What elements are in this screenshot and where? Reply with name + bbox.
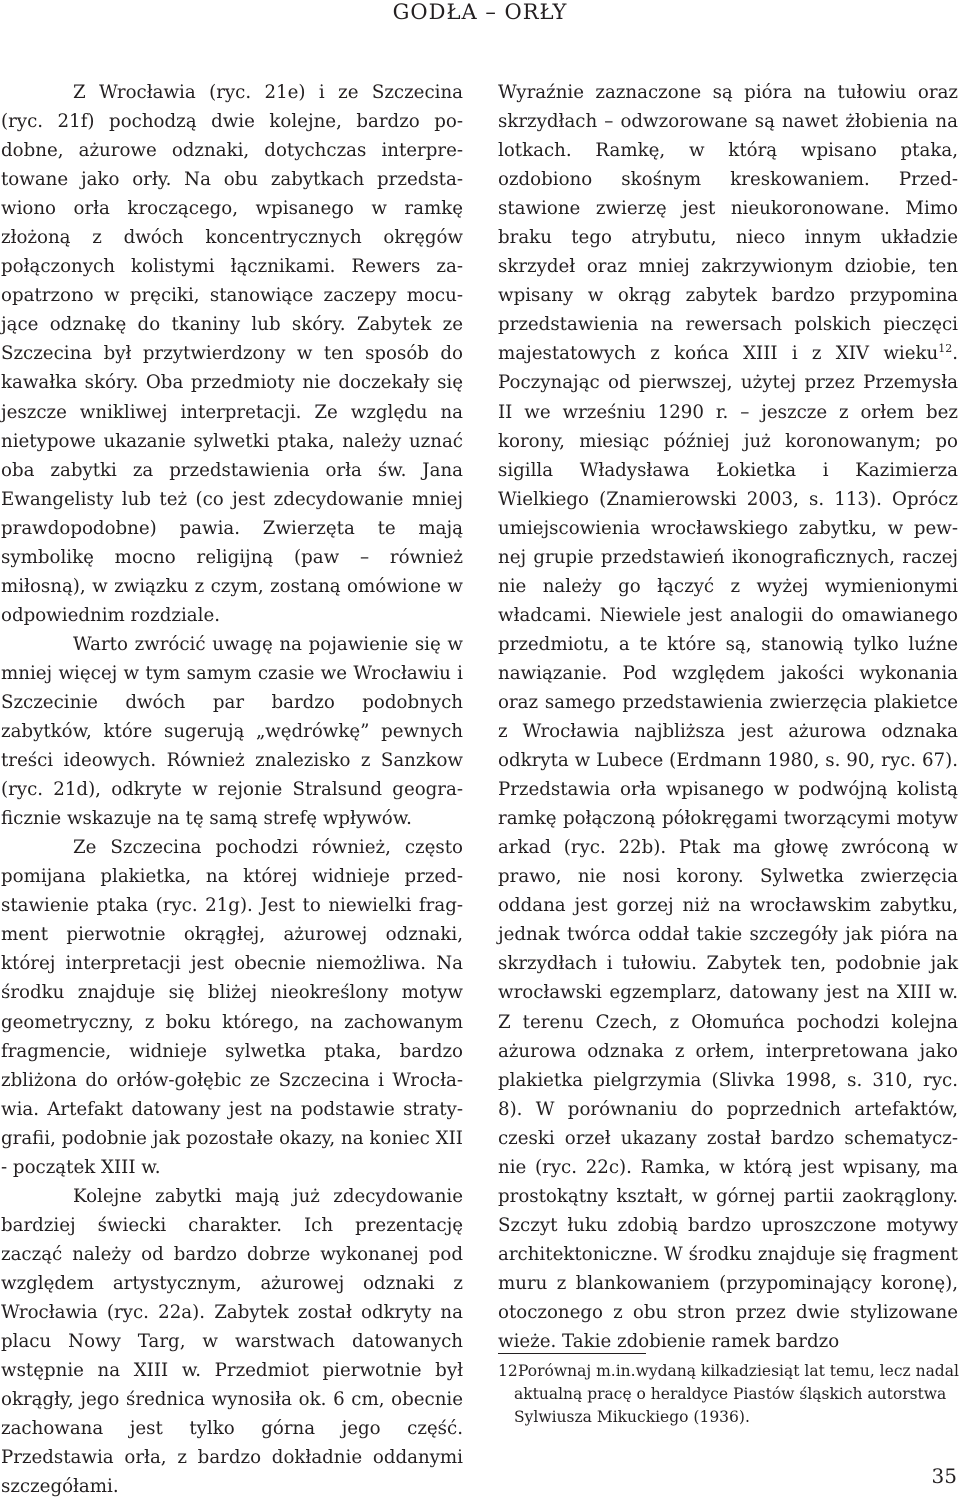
right-text-column	[498, 78, 958, 1356]
left-paragraph-2: Warto zwrócić uwagę na pojawienie się w mniej więcej w tym samym czasie we Wrocławiu i Szczecinie dwóch par bardzo podobnych zabytków, które sugerują „wędrówkę” pewnych treści ideowych. Również znalezisko z Sanzkow (ryc. 21d), odkryte w rejonie Stralsund geograficznie wskazuje na tę samą strefę wpływów.	[1, 633, 463, 830]
footnote-text-content: Porównaj m.in.wydaną kilkadziesiąt lat temu, lecz nadal aktualną pracę o heraldyce Piastów śląskich autorstwa Sylwiusza Mikuckiego (1936).	[514, 1362, 959, 1426]
left-text-column	[1, 78, 463, 1501]
left-paragraph-1: Z Wrocławia (ryc. 21e) i ze Szczecina (ryc. 21f) pochodzą dwie kolejne, bardzo podobne, ażurowe odznaki, dotychczas interpretowane jako orły. Na obu zabytkach przedstawiono orła kroczącego, wpisanego w ramkę złożoną z dwóch koncentrycznych okręgów połączonych kolistymi łącznikami. Rewers zaopatrzono w pręciki, stanowiące zaczepy mocujące odznakę do tkaniny lub skóry. Zabytek ze Szczecina był przytwierdzony w ten sposób do kawałka skóry. Oba przedmioty nie doczekały się jeszcze wnikliwej interpretacji. Ze względu na nietypowe ukazanie sylwetki ptaka, należy uznać oba zabytki za przedstawienia orła św. Jana Ewangelisty lub też (co jest zdecydowanie mniej prawdopodobne) pawia. Zwierzęta te mają symbolikę mocno religijną (paw – również miłosną), w związku z czym, zostaną omówione w odpowiednim rozdziale.	[1, 82, 463, 626]
footnote	[498, 1360, 960, 1429]
footnote-divider	[498, 1353, 646, 1354]
footnote-number: 12	[498, 1362, 518, 1380]
running-title: GODŁA – ORŁY	[392, 0, 568, 24]
right-paragraph-text-b: . Poczynając od pierwszej, użytej przez Przemysła II we wrześniu 1290 r. – jeszcze z orłem bez korony, miesiąc później już koronowanym; po sigilla Władysława Łokietka i Kazimierza Wielkiego (Znamierowski 2003, s. 113). Oprócz umiejscowienia wrocławskiego zabytku, w pewnej grupie przedstawień ikonograficznych, raczej nie należy go łączyć z wyżej wymienionymi władcami. Niewiele jest analogii do omawianego przedmiotu, a te które są, stanowią tylko luźne nawiązanie. Pod względem jakości wykonania oraz samego przedstawienia zwierzęcia plakietce z Wrocławia najbliższa jest ażurowa odznaka odkryta w Lubece (Erdmann 1980, s. 90, ryc. 67). Przedstawia orła wpisanego w podwójną kolistą ramkę połączoną półokręgami tworzącymi motyw arkad (ryc. 22b). Ptak ma głowę zwróconą w prawo, nie nosi korony. Sylwetka zwierzęcia oddana jest gorzej niż na wrocławskim zabytku, jednak twórca oddał takie szczegóły jak pióra na skrzydłach i tułowiu. Zabytek ten, podobnie jak wrocławski egzemplarz, datowany jest na XIII w. Z terenu Czech, z Ołomuńca pochodzi kolejna ażurowa odznaka z orłem, interpretowana jako plakietka pielgrzymia (Slivka 1998, s. 310, ryc. 8). W porównaniu do poprzednich artefaktów, czeski orzeł ukazany został bardzo schematycznie (ryc. 22c). Ramka, w którą jest wpisany, ma prostokątny kształt, w górnej partii zaokrąglony. Szczyt łuku zdobią bardzo uproszczone motywy architektoniczne. W środku znajduje się fragment muru z blankowaniem (przypominający koronę), otoczonego z obu stron przez dwie stylizowane wieże. Takie zdobienie ramek bardzo	[498, 343, 958, 1353]
page-number: 35	[931, 1464, 957, 1488]
footnote-text	[498, 1360, 960, 1429]
footnote-reference[interactable]: 12	[938, 342, 953, 356]
right-paragraph-text-a: Wyraźnie zaznaczone są pióra na tułowiu oraz skrzydłach – odwzorowane są nawet żłobienia na lotkach. Ramkę, w którą wpisano ptaka, ozdobiono skośnym kreskowaniem. Przedstawione zwierzę jest nieukoronowane. Mimo braku tego atrybutu, nieco innym układzie skrzydeł oraz mniej zakrzywionym dziobie, ten wpisany w okrąg zabytek bardzo przypomina przedstawienia na rewersach polskich pieczęci majestatowych z końca XIII i z XIV wieku	[498, 82, 958, 365]
right-paragraph-1	[498, 78, 958, 1356]
left-paragraph-4: Kolejne zabytki mają już zdecydowanie bardziej świecki charakter. Ich prezentację zacząć należy od bardzo dobrze wykonanej pod względem artystycznym, ażurowej odznaki z Wrocławia (ryc. 22a). Zabytek został odkryty na placu Nowy Targ, w warstwach datowanych wstępnie na XIII w. Przedmiot pierwotnie był okrągły, jego średnica wynosiła ok. 6 cm, obecnie zachowana jest tylko górna jego część. Przedstawia orła, z bardzo dokładnie oddanymi szczegółami.	[1, 1185, 463, 1498]
left-paragraph-3: Ze Szczecina pochodzi również, często pomijana plakietka, na której widnieje przedstawienie ptaka (ryc. 21g). Jest to niewielki fragment pierwotnie okrągłej, ażurowej odznaki, której interpretacji jest obecnie niemożliwa. Na środku znajduje się bliżej nieokreślony motyw geometryczny, z boku którego, na zachowanym fragmencie, widnieje sylwetka ptaka, bardzo zbliżona do orłów-gołębic ze Szczecina i Wrocławia. Artefakt datowany jest na podstawie stratygrafii, podobnie jak pozostałe okazy, na koniec XII - początek XIII w.	[1, 837, 463, 1178]
